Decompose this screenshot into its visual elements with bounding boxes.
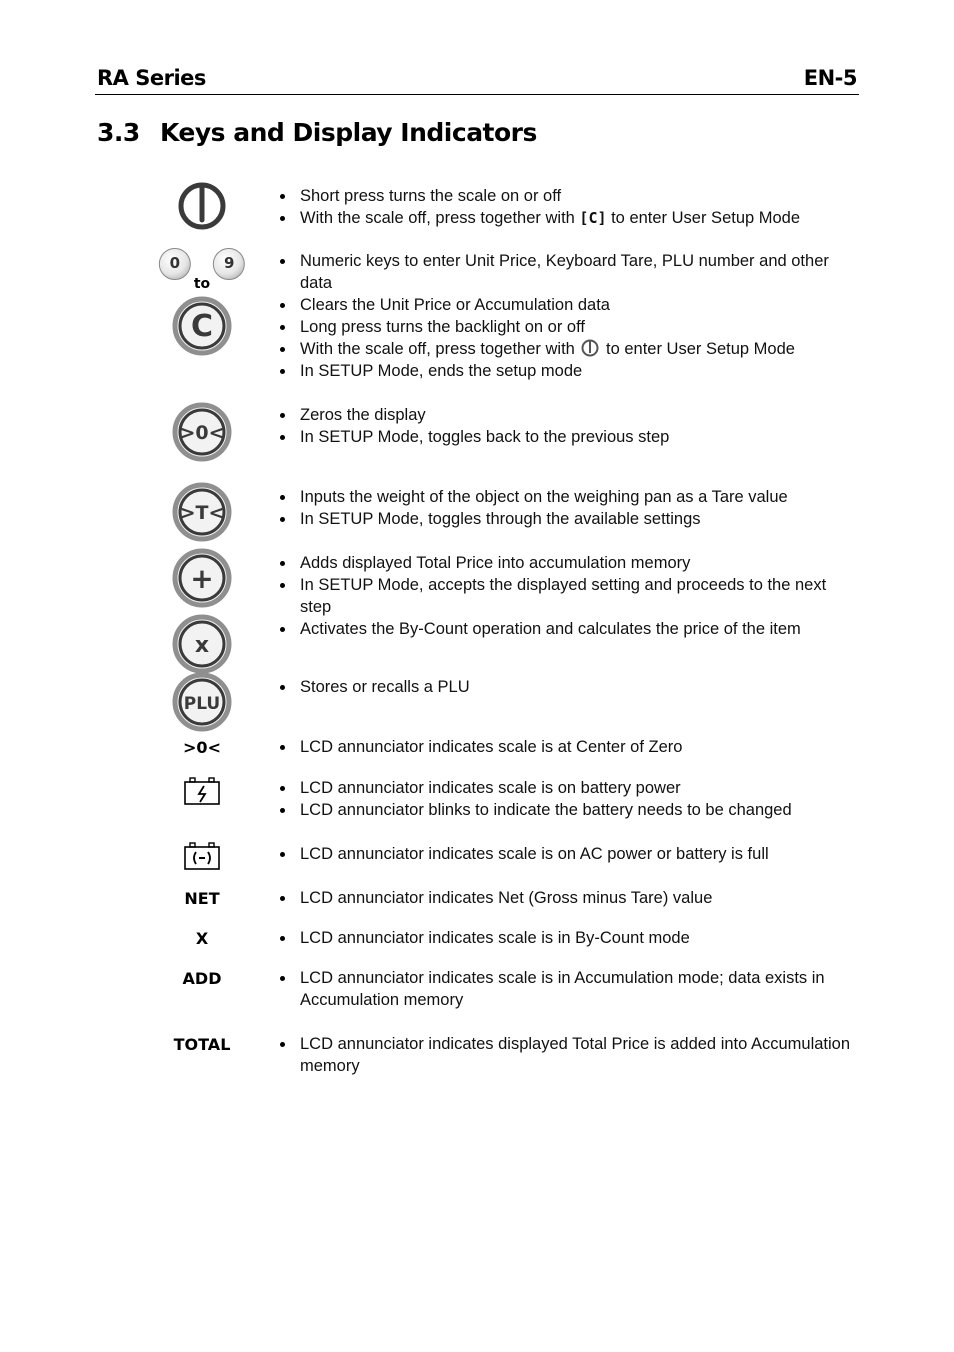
section-heading — [97, 118, 537, 147]
svg-text:+: + — [190, 562, 214, 595]
zero-key-description — [279, 404, 854, 448]
bullet-item: Long press turns the backlight on or off — [279, 316, 854, 338]
tare-key-description — [279, 486, 854, 530]
power-key-description — [279, 185, 854, 229]
power-key-icon — [176, 180, 228, 237]
bullet-item — [279, 338, 854, 360]
battery-low-icon — [183, 776, 221, 811]
bullet-item: Clears the Unit Price or Accumulation data — [279, 294, 854, 316]
bullet-item: LCD annunciator indicates displayed Total Price is added into Accumulation memory — [279, 1033, 854, 1077]
digit-zero-key-icon: 0 — [159, 248, 191, 280]
battery-description — [279, 777, 854, 821]
center-zero-description — [279, 736, 854, 758]
bullet-item: LCD annunciator indicates scale is on battery power — [279, 777, 854, 799]
accumulate-key-description — [279, 552, 854, 618]
add-annunciator — [183, 969, 222, 988]
running-header — [95, 62, 859, 95]
bullet-text: With the scale off, press together with — [300, 209, 580, 227]
bullet-item: Stores or recalls a PLU — [279, 676, 854, 698]
net-label: NET — [184, 889, 220, 908]
svg-text:PLU: PLU — [183, 694, 221, 714]
bullet-item: Zeros the display — [279, 404, 854, 426]
zero-key-icon — [172, 402, 232, 467]
bullet-item: Adds displayed Total Price into accumulation memory — [279, 552, 854, 574]
to-label: to — [193, 276, 211, 292]
multiply-key-icon — [172, 614, 232, 679]
add-description — [279, 967, 854, 1011]
bullet-item: In SETUP Mode, toggles through the available settings — [279, 508, 854, 530]
x-label: X — [195, 929, 209, 948]
bullet-item — [279, 207, 854, 229]
bullet-text: With the scale off, press together with — [300, 340, 580, 358]
svg-text:>0<: >0< — [179, 422, 225, 444]
power-icon — [580, 338, 600, 358]
clear-key-icon — [172, 296, 232, 361]
add-label: ADD — [182, 969, 222, 988]
plus-key-icon — [172, 548, 232, 613]
bullet-item: LCD annunciator indicates Net (Gross minus Tare) value — [279, 887, 854, 909]
numeric-keys-description — [279, 250, 854, 294]
net-description — [279, 887, 854, 909]
bullet-item: Activates the By-Count operation and calculates the price of the item — [279, 618, 854, 640]
bullet-text: to enter User Setup Mode — [601, 340, 795, 358]
total-annunciator — [174, 1035, 231, 1054]
plu-key-description — [279, 676, 854, 698]
bycount-key-description — [279, 618, 854, 640]
total-label: TOTAL — [173, 1035, 231, 1054]
x-mode-description — [279, 927, 854, 949]
c-key-reference: [C] — [579, 209, 607, 227]
clear-key-description — [279, 294, 854, 382]
bullet-item: LCD annunciator indicates scale is in Accumulation mode; data exists in Accumulation memory — [279, 967, 854, 1011]
ac-power-description — [279, 843, 854, 865]
bullet-text: to enter User Setup Mode — [606, 209, 801, 227]
x-annunciator — [196, 929, 208, 948]
header-page-number: EN-5 — [803, 66, 857, 90]
section-title: Keys and Display Indicators — [160, 118, 537, 147]
bullet-item: LCD annunciator blinks to indicate the battery needs to be changed — [279, 799, 854, 821]
plu-key-icon — [172, 672, 232, 737]
bullet-item: In SETUP Mode, accepts the displayed setting and proceeds to the next step — [279, 574, 854, 618]
bullet-item: In SETUP Mode, toggles back to the previous step — [279, 426, 854, 448]
bullet-item: LCD annunciator indicates scale is at Center of Zero — [279, 736, 854, 758]
bullet-item: Numeric keys to enter Unit Price, Keyboard Tare, PLU number and other data — [279, 250, 854, 294]
bullet-item: LCD annunciator indicates scale is on AC power or battery is full — [279, 843, 854, 865]
bullet-item: LCD annunciator indicates scale is in By-Count mode — [279, 927, 854, 949]
header-product-name: RA Series — [97, 66, 206, 90]
total-description — [279, 1033, 854, 1077]
battery-full-icon — [183, 841, 221, 876]
svg-text:x: x — [194, 633, 210, 658]
center-zero-annunciator — [183, 738, 221, 757]
tare-key-icon — [172, 482, 232, 547]
section-number: 3.3 — [97, 118, 140, 147]
svg-text:C: C — [190, 309, 214, 344]
digit-nine-key-icon: 9 — [213, 248, 245, 280]
bullet-item: Short press turns the scale on or off — [279, 185, 854, 207]
net-annunciator — [184, 889, 219, 908]
numeric-keys-icon — [159, 248, 245, 292]
bullet-item: Inputs the weight of the object on the weighing pan as a Tare value — [279, 486, 854, 508]
bullet-item: In SETUP Mode, ends the setup mode — [279, 360, 854, 382]
center-zero-label: >0< — [183, 738, 221, 757]
svg-text:>T<: >T< — [179, 502, 225, 524]
